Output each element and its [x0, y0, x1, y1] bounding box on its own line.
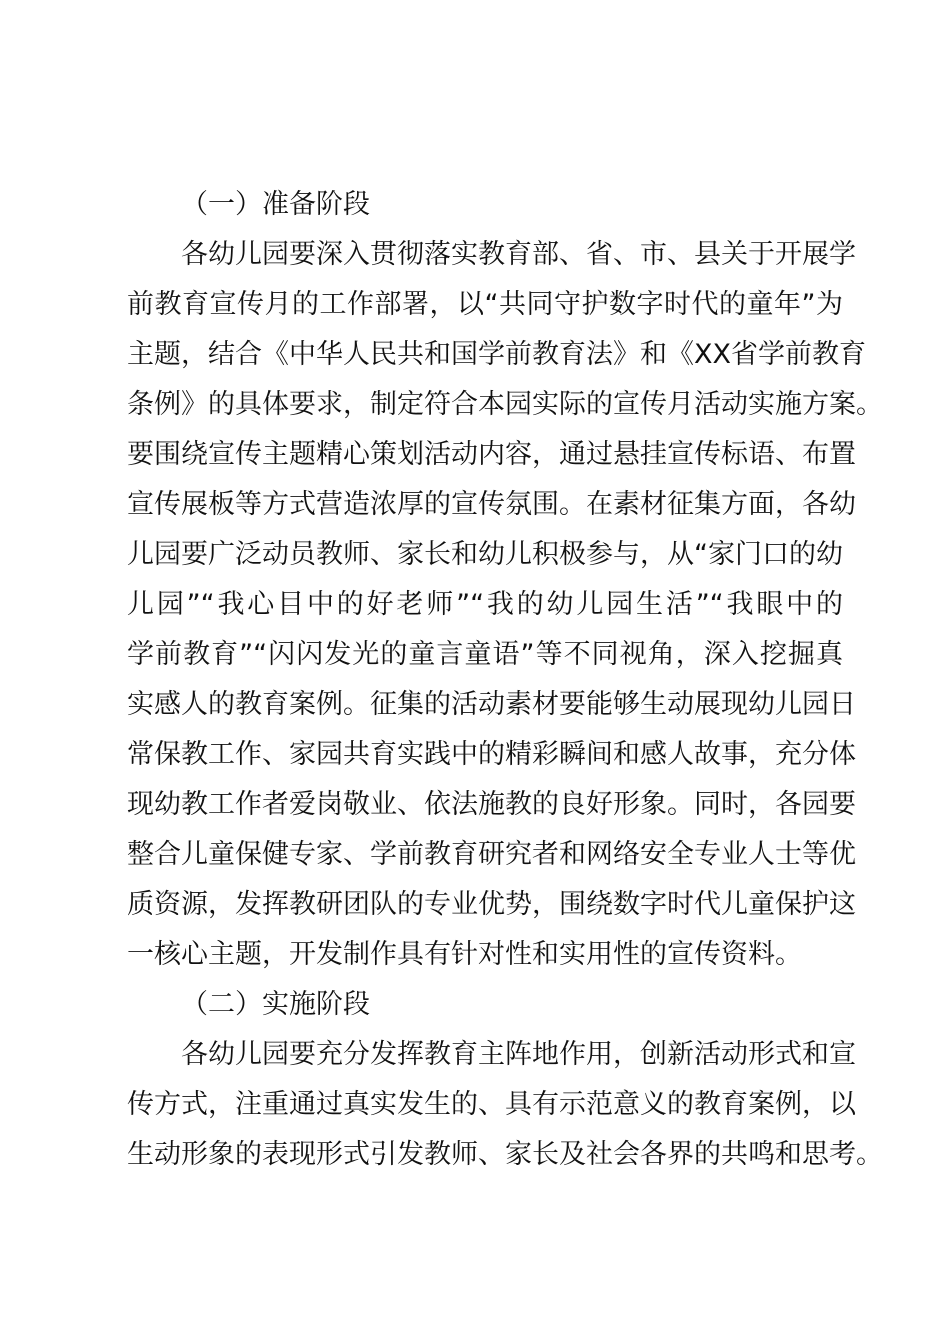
paragraph-line: 实感人的教育案例。征集的活动素材要能够生动展现幼儿园日	[127, 689, 856, 720]
paragraph-line: 质资源，发挥教研团队的专业优势，围绕数字时代儿童保护这	[127, 889, 856, 920]
paragraph-line: 条例》的具体要求，制定符合本园实际的宣传月活动实施方案。	[127, 389, 883, 420]
paragraph-line: 现幼教工作者爱岗敬业、依法施教的良好形象。同时，各园要	[127, 789, 856, 820]
paragraph-line: 要围绕宣传主题精心策划活动内容，通过悬挂宣传标语、布置	[127, 439, 856, 470]
paragraph-line: 儿园要广泛动员教师、家长和幼儿积极参与，从“家门口的幼	[127, 539, 843, 570]
paragraph-line: 儿园”“我心目中的好老师”“我的幼儿园生活”“我眼中的	[127, 589, 843, 620]
paragraph-line: 学前教育”“闪闪发光的童言童语”等不同视角，深入挖掘真	[127, 639, 843, 670]
section-heading: （二）实施阶段	[181, 989, 370, 1020]
document-body	[127, 180, 883, 1180]
paragraph-line: 前教育宣传月的工作部署，以“共同守护数字时代的童年”为	[127, 289, 843, 320]
paragraph-line: 各幼儿园要充分发挥教育主阵地作用，创新活动形式和宣	[181, 1039, 856, 1070]
section-heading: （一）准备阶段	[181, 189, 370, 220]
paragraph-line: 宣传展板等方式营造浓厚的宣传氛围。在素材征集方面，各幼	[127, 489, 856, 520]
paragraph-line: 常保教工作、家园共育实践中的精彩瞬间和感人故事，充分体	[127, 739, 856, 770]
paragraph-line: 一核心主题，开发制作具有针对性和实用性的宣传资料。	[127, 939, 802, 970]
paragraph-line: 各幼儿园要深入贯彻落实教育部、省、市、县关于开展学	[181, 239, 856, 270]
paragraph-line: 整合儿童保健专家、学前教育研究者和网络安全专业人士等优	[127, 839, 856, 870]
paragraph-line: 生动形象的表现形式引发教师、家长及社会各界的共鸣和思考。	[127, 1139, 883, 1170]
paragraph-line: 传方式，注重通过真实发生的、具有示范意义的教育案例，以	[127, 1089, 856, 1120]
paragraph-line: 主题，结合《中华人民共和国学前教育法》和《XX省学前教育	[127, 339, 866, 370]
